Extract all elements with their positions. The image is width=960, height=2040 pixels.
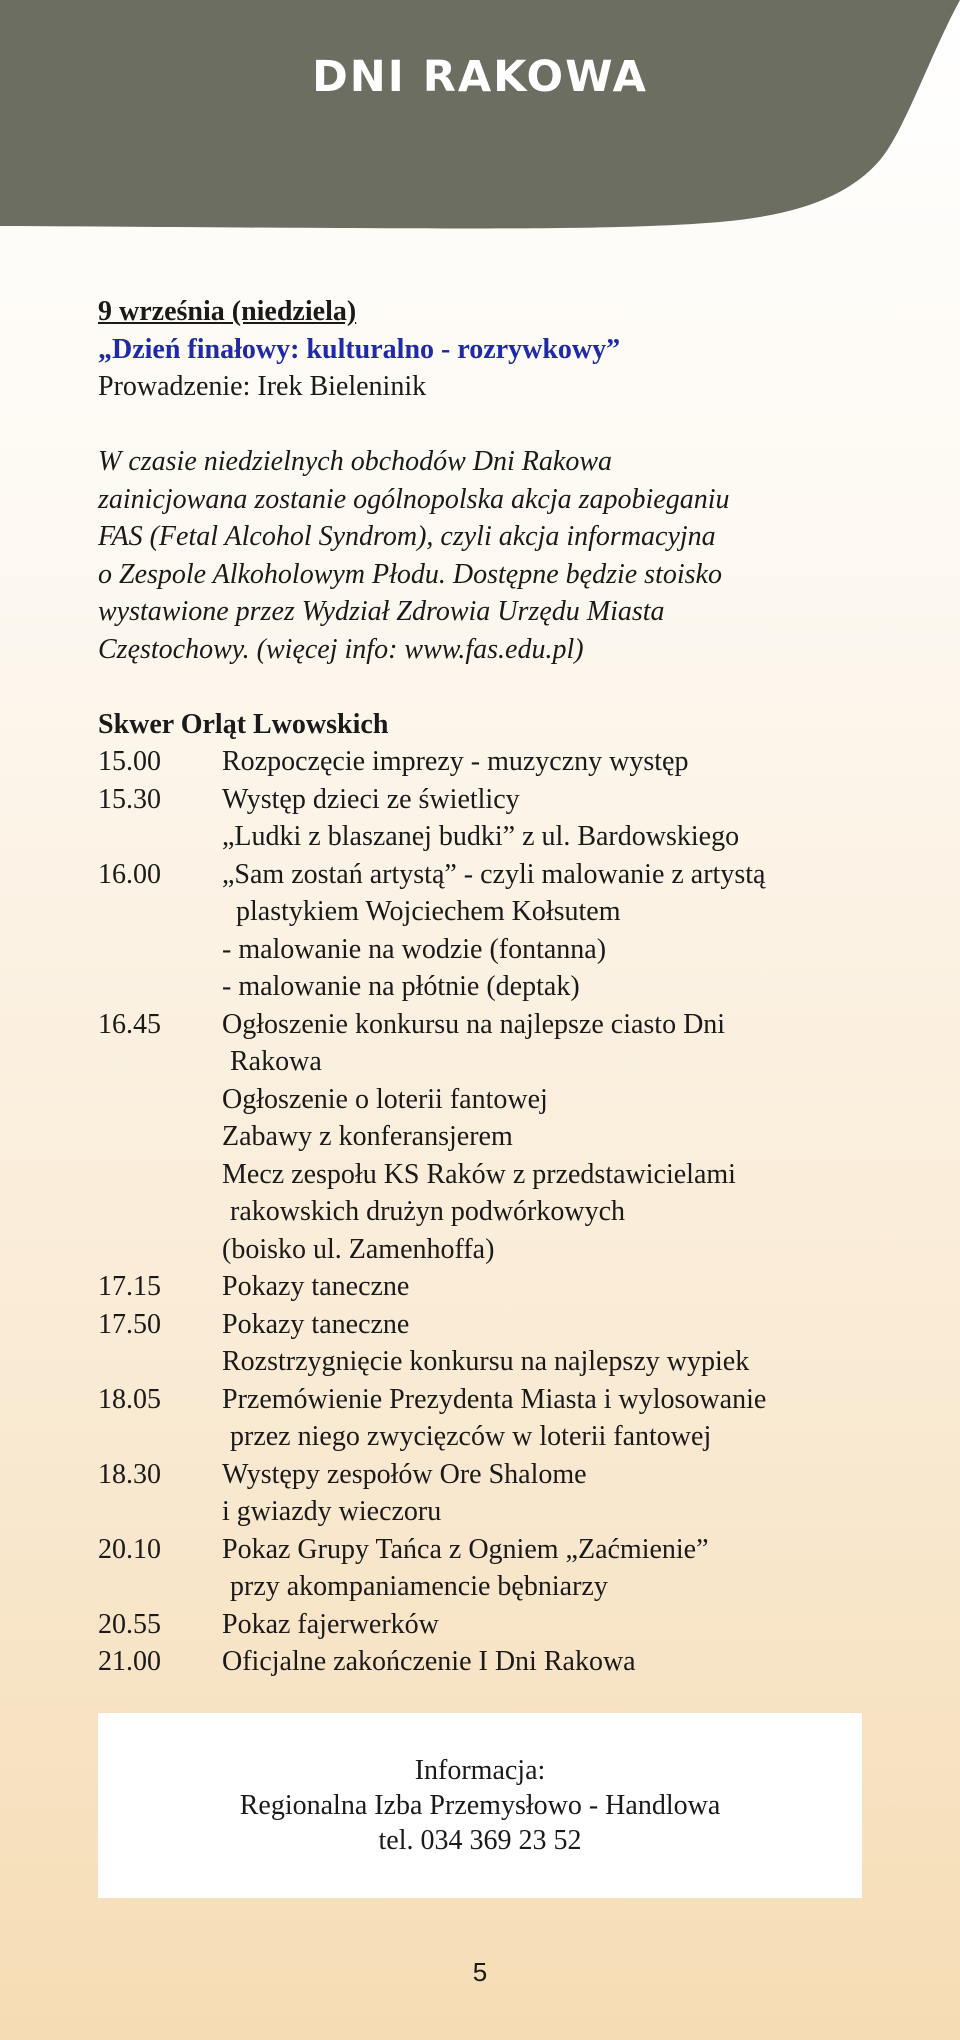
schedule-time: 21.00: [98, 1646, 161, 1677]
intro-line: zainicjowana zostanie ogólnopolska akcja zapobieganiu: [98, 483, 730, 515]
schedule-text: Oficjalne zakończenie I Dni Rakowa: [222, 1646, 636, 1677]
schedule-text: - malowanie na płótnie (deptak): [222, 971, 580, 1002]
intro-line: wystawione przez Wydział Zdrowia Urzędu Miasta: [98, 596, 665, 627]
schedule-row: [98, 1606, 878, 1644]
schedule-time: 17.15: [98, 1271, 161, 1302]
schedule-text: - malowanie na wodzie (fontanna): [222, 933, 607, 965]
schedule-text: plastykiem Wojciechem Kołsutem: [236, 896, 621, 927]
schedule-row: [98, 1531, 878, 1606]
intro-line: W czasie niedzielnych obchodów Dni Rakowa: [98, 446, 613, 477]
schedule-text: przez niego zwycięzców w loterii fantowej: [230, 1421, 712, 1452]
header-band: [0, 0, 960, 240]
schedule-row: [98, 1456, 878, 1531]
schedule-time: 17.50: [98, 1308, 161, 1340]
day-heading: 9 września (niedziela): [98, 296, 357, 327]
intro-line: o Zespole Alkoholowym Płodu. Dostępne będzie stoisko: [98, 558, 722, 590]
schedule-text: (boisko ul. Zamenhoffa): [222, 1233, 495, 1265]
schedule-text: „Ludki z blaszanej budki” z ul. Bardowskiego: [222, 821, 740, 852]
schedule-time: 20.10: [98, 1533, 161, 1565]
info-label: Informacja:: [414, 1755, 546, 1786]
schedule-row: [98, 1306, 878, 1381]
intro-paragraph: [98, 443, 878, 668]
schedule-time: 18.30: [98, 1458, 161, 1490]
host-line: Prowadzenie: Irek Bieleninik: [98, 371, 427, 402]
schedule-time: 18.05: [98, 1383, 161, 1415]
schedule-time: 16.00: [98, 858, 161, 890]
intro-line: FAS (Fetal Alcohol Syndrom), czyli akcja informacyjna: [98, 521, 716, 552]
main-content: [98, 293, 878, 1681]
schedule-text: przy akompaniamencie bębniarzy: [230, 1571, 608, 1602]
schedule-text: Zabawy z konferansjerem: [222, 1121, 513, 1152]
schedule-time: 16.45: [98, 1008, 161, 1040]
schedule-row: [98, 856, 878, 1006]
schedule-time: 20.55: [98, 1608, 161, 1640]
event-title: „Dzień finałowy: kulturalno - rozrywkowy”: [98, 333, 621, 365]
schedule-row: [98, 1381, 878, 1456]
schedule-text: Ogłoszenie konkursu na najlepsze ciasto Dni: [222, 1008, 726, 1040]
schedule-time: 15.30: [98, 783, 161, 815]
header-band-shape: [0, 0, 960, 240]
intro-line: Częstochowy. (więcej info: www.fas.edu.pl): [98, 633, 584, 665]
page-number: 5: [472, 1957, 488, 1987]
info-phone: tel. 034 369 23 52: [378, 1825, 582, 1856]
schedule-time: 15.00: [98, 746, 161, 777]
schedule-row: [98, 1268, 878, 1306]
schedule-text: „Sam zostań artystą” - czyli malowanie z artystą: [222, 858, 766, 890]
schedule-text: Pokazy taneczne: [222, 1271, 410, 1302]
schedule-text: Mecz zespołu KS Raków z przedstawicielami: [222, 1158, 736, 1190]
info-box: [98, 1713, 862, 1898]
info-organization: Regionalna Izba Przemysłowo - Handlowa: [239, 1790, 721, 1821]
schedule-text: Pokazy taneczne: [222, 1308, 410, 1340]
schedule-text: i gwiazdy wieczoru: [222, 1496, 442, 1527]
schedule: [98, 743, 878, 1681]
schedule-text: Przemówienie Prezydenta Miasta i wylosowanie: [222, 1383, 767, 1415]
schedule-row: [98, 743, 878, 781]
schedule-text: Rozpoczęcie imprezy - muzyczny występ: [222, 746, 689, 777]
schedule-text: Pokaz fajerwerków: [222, 1608, 439, 1640]
venue-heading: Skwer Orląt Lwowskich: [98, 708, 389, 740]
schedule-row: [98, 1006, 878, 1269]
page-title: DNI RAKOWA: [312, 52, 648, 102]
schedule-row: [98, 1643, 878, 1681]
schedule-text: Występ dzieci ze świetlicy: [222, 783, 520, 815]
schedule-text: rakowskich drużyn podwórkowych: [230, 1196, 626, 1227]
schedule-text: Rozstrzygnięcie konkursu na najlepszy wypiek: [222, 1346, 750, 1377]
schedule-row: [98, 781, 878, 856]
schedule-text: Pokaz Grupy Tańca z Ogniem „Zaćmienie”: [222, 1533, 709, 1565]
schedule-text: Ogłoszenie o loterii fantowej: [222, 1083, 548, 1115]
schedule-text: Rakowa: [230, 1046, 322, 1077]
schedule-text: Występy zespołów Ore Shalome: [222, 1458, 587, 1490]
